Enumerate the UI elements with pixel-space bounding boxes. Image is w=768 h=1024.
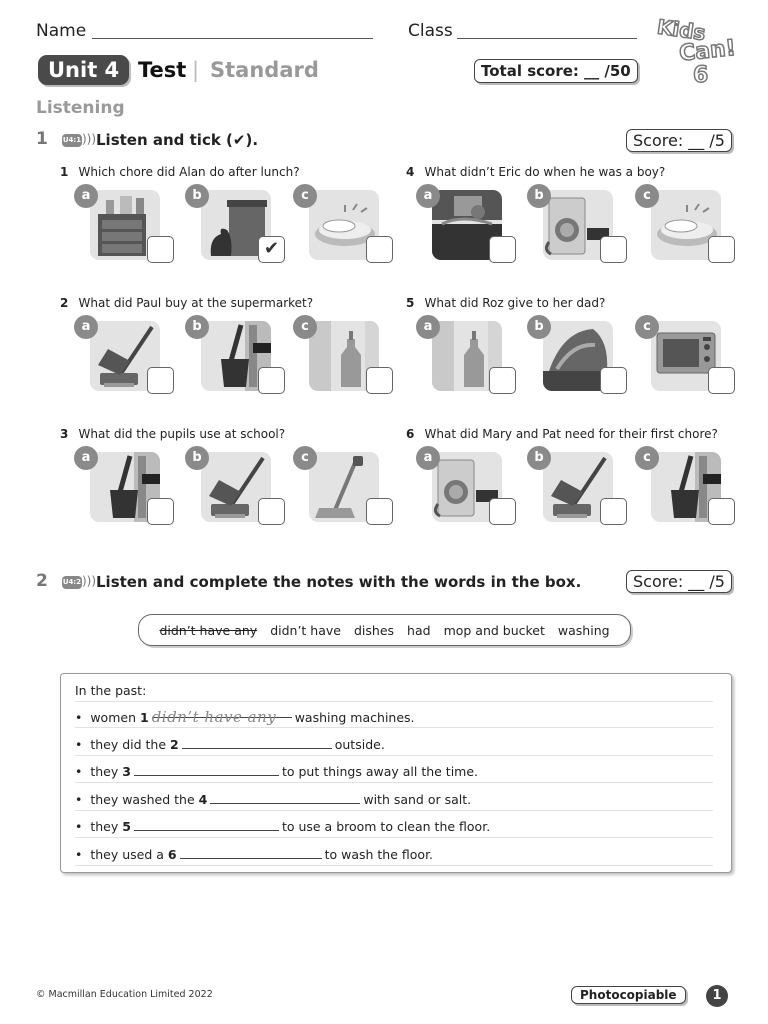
answer-blank[interactable]: [180, 845, 322, 859]
bullet: •: [75, 791, 83, 807]
option-letter: c: [635, 184, 659, 208]
exercise-1-instruction: Listen and tick (✔).: [96, 131, 259, 149]
question-number: 4: [406, 165, 415, 179]
option-letter: c: [635, 446, 659, 470]
test-level: Standard: [210, 58, 319, 82]
word-box-item: dishes: [353, 622, 395, 638]
question-number: 3: [60, 427, 69, 441]
word-box-item: didn’t have: [270, 622, 341, 638]
speaker-waves-icon: ))): [82, 574, 97, 588]
note-after: to use a broom to clean the floor.: [281, 819, 491, 835]
answer-blank[interactable]: [210, 790, 360, 804]
question-4: [406, 161, 665, 180]
tick-box[interactable]: [147, 498, 174, 525]
exercise-1-number: 1: [36, 129, 48, 149]
question-text: What did Mary and Pat need for their first chore?: [424, 427, 718, 441]
tick-box[interactable]: [366, 498, 393, 525]
name-field[interactable]: [92, 38, 373, 39]
bullet: •: [75, 764, 83, 780]
question-text: What did the pupils use at school?: [78, 427, 286, 441]
note-before: they used a: [90, 847, 164, 862]
section-title-listening: Listening: [36, 98, 125, 118]
question-number: 6: [406, 427, 415, 441]
audio-track-label: U4:2: [62, 576, 82, 589]
option-letter: c: [293, 315, 317, 339]
note-line-2: [75, 730, 713, 756]
answer-blank[interactable]: [182, 735, 332, 749]
option-3b: [192, 450, 287, 528]
option-4a: [423, 188, 518, 266]
note-before: they washed the: [90, 791, 195, 807]
note-number: 2: [170, 736, 179, 752]
exercise-2-instruction: Listen and complete the notes with the words in the box.: [96, 573, 582, 591]
note-line-6: [75, 840, 713, 866]
exercise-2-score: Score: __ /5: [626, 570, 732, 593]
question-text: What didn’t Eric do when he was a boy?: [424, 165, 666, 179]
question-6: [406, 423, 718, 442]
class-label: Class: [408, 21, 453, 41]
question-5: [406, 292, 605, 311]
note-number: 6: [167, 847, 177, 862]
note-number: 3: [122, 764, 131, 780]
option-3a: [81, 450, 176, 528]
question-text: Which chore did Alan do after lunch?: [78, 165, 300, 179]
audio-track-icon[interactable]: [62, 574, 97, 590]
title-separator: |: [192, 58, 200, 82]
test-title: Test: [138, 58, 187, 82]
note-after: washing machines.: [294, 710, 415, 725]
class-field[interactable]: [457, 38, 637, 39]
question-number: 2: [60, 296, 69, 310]
option-letter: c: [293, 446, 317, 470]
answer-blank[interactable]: [134, 762, 279, 776]
option-letter: a: [74, 446, 98, 470]
question-number: 5: [406, 296, 415, 310]
audio-track-icon[interactable]: [62, 132, 97, 148]
note-number: 4: [198, 791, 208, 807]
option-5b: [534, 319, 629, 397]
tick-box[interactable]: [600, 236, 627, 263]
note-before: they: [90, 819, 119, 835]
check-icon: ✔: [263, 238, 280, 259]
question-text: What did Paul buy at the supermarket?: [78, 296, 314, 310]
word-box-item: mop and bucket: [443, 622, 545, 638]
bullet: •: [75, 736, 83, 752]
tick-box[interactable]: [489, 367, 516, 394]
note-after: with sand or salt.: [363, 791, 472, 807]
option-3c: [301, 450, 395, 528]
answer-text: didn’t have any: [151, 708, 277, 726]
tick-box[interactable]: [708, 367, 735, 394]
page-number: 1: [706, 985, 728, 1007]
tick-box[interactable]: [258, 367, 285, 394]
tick-box[interactable]: [366, 367, 393, 394]
note-line-1: [75, 702, 713, 728]
audio-track-label: U4:1: [62, 134, 82, 147]
tick-box[interactable]: [366, 236, 393, 263]
option-letter: c: [635, 315, 659, 339]
speaker-waves-icon: ))): [82, 132, 97, 146]
option-letter: a: [416, 446, 440, 470]
option-1a: [81, 188, 176, 266]
note-line-5: [75, 812, 713, 838]
note-after: outside.: [334, 736, 385, 752]
note-number: 1: [139, 710, 149, 725]
option-2b: [192, 319, 287, 397]
tick-box[interactable]: [489, 498, 516, 525]
notes-intro: In the past:: [75, 676, 713, 702]
note-number: 5: [122, 819, 131, 835]
tick-box[interactable]: [489, 236, 516, 263]
question-3: [60, 423, 285, 442]
note-before: they: [90, 764, 119, 780]
tick-box[interactable]: [708, 236, 735, 263]
tick-box[interactable]: [258, 498, 285, 525]
option-letter: b: [527, 184, 551, 208]
option-letter: a: [74, 315, 98, 339]
tick-box[interactable]: [258, 236, 285, 263]
option-4c: [643, 188, 737, 266]
option-1c: [301, 188, 395, 266]
note-before: they did the: [90, 736, 167, 752]
option-5c: [643, 319, 737, 397]
option-6a: [423, 450, 518, 528]
option-5a: [423, 319, 518, 397]
option-letter: a: [416, 184, 440, 208]
kids-can-logo: [655, 16, 735, 86]
logo-line2: Can!: [677, 35, 735, 67]
tick-box[interactable]: [600, 498, 627, 525]
bullet: •: [75, 847, 83, 862]
word-box-item: had: [407, 622, 431, 638]
option-letter: b: [185, 315, 209, 339]
notes-box: [60, 673, 732, 873]
bullet: •: [75, 819, 83, 835]
option-letter: c: [293, 184, 317, 208]
name-label: Name: [36, 21, 87, 41]
exercise-2-number: 2: [36, 571, 48, 591]
option-letter: b: [527, 446, 551, 470]
word-box-item: washing: [557, 622, 610, 638]
total-score-box: Total score: __ /50: [474, 59, 638, 83]
answer-blank[interactable]: [151, 704, 292, 726]
question-1: [60, 161, 300, 180]
option-letter: a: [74, 184, 98, 208]
question-text: What did Roz give to her dad?: [424, 296, 606, 310]
option-6b: [534, 450, 629, 528]
note-line-4: [75, 785, 713, 811]
bullet: •: [75, 710, 83, 725]
note-before: women: [90, 710, 136, 725]
tick-box[interactable]: [600, 367, 627, 394]
photocopiable-badge: Photocopiable: [571, 986, 686, 1004]
option-letter: b: [185, 446, 209, 470]
tick-box[interactable]: [708, 498, 735, 525]
option-1b: [192, 188, 287, 266]
option-letter: a: [416, 315, 440, 339]
answer-blank[interactable]: [134, 817, 279, 831]
option-letter: b: [527, 315, 551, 339]
word-box: [138, 614, 631, 646]
copyright: © Macmillan Education Limited 2022: [36, 989, 213, 1000]
note-line-3: [75, 757, 713, 783]
option-4b: [534, 188, 629, 266]
word-box-item: didn’t have any: [159, 622, 258, 638]
option-2a: [81, 319, 176, 397]
question-2: [60, 292, 313, 311]
note-after: to wash the floor.: [324, 847, 434, 862]
option-letter: b: [185, 184, 209, 208]
option-2c: [301, 319, 395, 397]
unit-badge: Unit 4: [38, 55, 129, 85]
exercise-1-score: Score: __ /5: [626, 129, 732, 152]
tick-box[interactable]: [147, 236, 174, 263]
note-after: to put things away all the time.: [281, 764, 479, 780]
question-number: 1: [60, 165, 69, 179]
logo-line1: Kids: [655, 16, 708, 46]
option-6c: [643, 450, 737, 528]
tick-box[interactable]: [147, 367, 174, 394]
logo-number: 6: [693, 63, 709, 86]
